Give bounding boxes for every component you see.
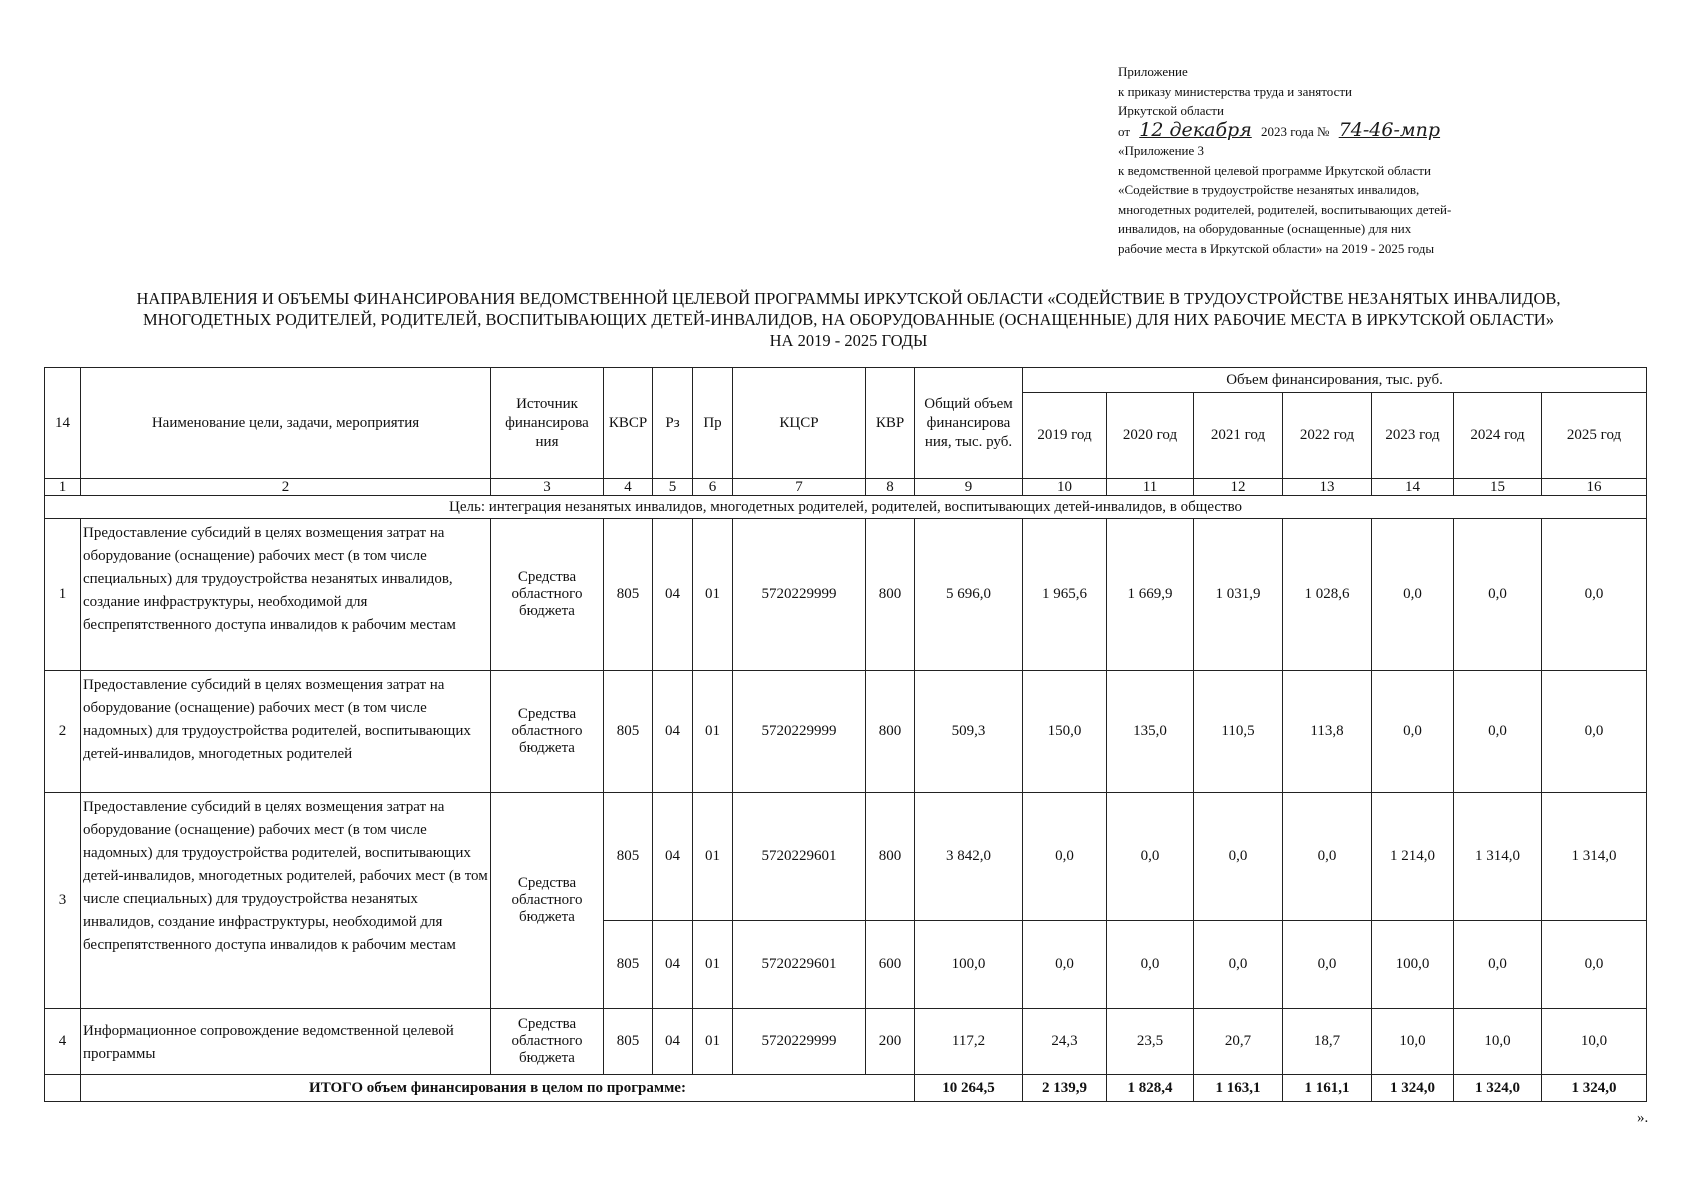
column-number: 12	[1194, 479, 1283, 496]
total-year-value: 2 139,9	[1023, 1075, 1107, 1102]
column-number: 2	[81, 479, 491, 496]
row-year-value: 18,7	[1283, 1009, 1372, 1075]
total-label: ИТОГО объем финансирования в целом по программе:	[81, 1075, 915, 1102]
column-number: 6	[693, 479, 733, 496]
header-num: 14	[45, 368, 81, 479]
header-year: 2023 год	[1372, 393, 1454, 479]
header-source: Источник финансирова ния	[491, 368, 604, 479]
document-title	[10, 288, 1687, 351]
column-numbers-row	[45, 479, 1647, 496]
column-number: 10	[1023, 479, 1107, 496]
row-kcsr: 5720229999	[733, 1009, 866, 1075]
total-empty-cell	[45, 1075, 81, 1102]
row-kcsr: 5720229999	[733, 671, 866, 793]
row-year-value: 0,0	[1194, 793, 1283, 921]
row-year-value: 1 314,0	[1454, 793, 1542, 921]
column-number: 9	[915, 479, 1023, 496]
column-number: 13	[1283, 479, 1372, 496]
appendix-line: рабочие места в Иркутской области» на 2019 - 2025 годы	[1118, 240, 1435, 256]
row-kvr: 200	[866, 1009, 915, 1075]
column-number: 5	[653, 479, 693, 496]
row-year-value: 0,0	[1194, 921, 1283, 1009]
row-year-value: 10,0	[1372, 1009, 1454, 1075]
table-row	[45, 671, 1647, 793]
row-year-value: 0,0	[1107, 921, 1194, 1009]
row-year-value: 0,0	[1454, 671, 1542, 793]
row-year-value: 0,0	[1454, 921, 1542, 1009]
total-sum: 10 264,5	[915, 1075, 1023, 1102]
row-total: 100,0	[915, 921, 1023, 1009]
row-rz: 04	[653, 671, 693, 793]
row-name: Предоставление субсидий в целях возмещения затрат на оборудование (оснащение) рабочих мест (в том числе надомных) для трудоустройства родителей, воспитывающих детей-инвалидов, многодетных родителей	[81, 671, 491, 793]
row-year-value: 113,8	[1283, 671, 1372, 793]
row-year-value: 0,0	[1283, 793, 1372, 921]
handwritten-order-number: 74-46-мпр	[1338, 118, 1441, 141]
total-year-value: 1 324,0	[1542, 1075, 1647, 1102]
row-source: Средства областного бюджета	[491, 519, 604, 671]
row-rz: 04	[653, 519, 693, 671]
header-year: 2019 год	[1023, 393, 1107, 479]
row-kvr: 800	[866, 793, 915, 921]
row-name: Предоставление субсидий в целях возмещения затрат на оборудование (оснащение) рабочих мест (в том числе надомных) для трудоустройства родителей, воспитывающих детей-инвалидов, многодетных родителей, рабочих мест (в том числе специальных) для трудоустройства незанятых инвалидов, создание инфраструктуры, необходимой для беспрепятственного доступа инвалидов к рабочим местам	[81, 793, 491, 1009]
column-number: 1	[45, 479, 81, 496]
column-number: 14	[1372, 479, 1454, 496]
row-year-value: 0,0	[1023, 921, 1107, 1009]
header-kcsr: КЦСР	[733, 368, 866, 479]
row-kvr: 600	[866, 921, 915, 1009]
header-total: Общий объем финансирова ния, тыс. руб.	[915, 368, 1023, 479]
row-year-value: 10,0	[1542, 1009, 1647, 1075]
row-year-value: 135,0	[1107, 671, 1194, 793]
row-total: 5 696,0	[915, 519, 1023, 671]
appendix-line: Приложение	[1118, 64, 1188, 79]
title-line: НАПРАВЛЕНИЯ И ОБЪЕМЫ ФИНАНСИРОВАНИЯ ВЕДОМСТВЕННОЙ ЦЕЛЕВОЙ ПРОГРАММЫ ИРКУТСКОЙ ОБЛАСТИ «СОДЕЙСТВИЕ В ТРУДОУСТРОЙСТВЕ НЕЗАНЯТЫХ ИНВАЛИДОВ,	[136, 289, 1561, 308]
header-year: 2020 год	[1107, 393, 1194, 479]
row-pr: 01	[693, 519, 733, 671]
title-line: МНОГОДЕТНЫХ РОДИТЕЛЕЙ, РОДИТЕЛЕЙ, ВОСПИТЫВАЮЩИХ ДЕТЕЙ-ИНВАЛИДОВ, НА ОБОРУДОВАННЫЕ (ОСНАЩЕННЫЕ) ДЛЯ НИХ РАБОЧИЕ МЕСТА В ИРКУТСКОЙ ОБЛАСТИ»	[143, 310, 1554, 329]
financing-table	[44, 367, 1647, 1102]
row-pr: 01	[693, 793, 733, 921]
title-line: НА 2019 - 2025 ГОДЫ	[769, 331, 928, 350]
row-year-value: 150,0	[1023, 671, 1107, 793]
total-year-value: 1 324,0	[1454, 1075, 1542, 1102]
row-kvsr: 805	[604, 793, 653, 921]
row-year-value: 100,0	[1372, 921, 1454, 1009]
row-kvsr: 805	[604, 921, 653, 1009]
row-number: 1	[45, 519, 81, 671]
row-total: 509,3	[915, 671, 1023, 793]
row-year-value: 1 028,6	[1283, 519, 1372, 671]
total-year-value: 1 828,4	[1107, 1075, 1194, 1102]
header-row	[45, 368, 1647, 393]
appendix-line: «Содействие в трудоустройстве незанятых инвалидов,	[1118, 182, 1420, 197]
row-year-value: 0,0	[1107, 793, 1194, 921]
appendix-line: Иркутской области	[1118, 103, 1224, 118]
header-kvr: КВР	[866, 368, 915, 479]
column-number: 7	[733, 479, 866, 496]
row-rz: 04	[653, 921, 693, 1009]
row-kvsr: 805	[604, 519, 653, 671]
appendix-line: «Приложение 3	[1118, 143, 1205, 158]
total-year-value: 1 324,0	[1372, 1075, 1454, 1102]
table-row	[45, 1009, 1647, 1075]
row-kvr: 800	[866, 519, 915, 671]
row-number: 3	[45, 793, 81, 1009]
table-row	[45, 793, 1647, 921]
row-kvr: 800	[866, 671, 915, 793]
row-year-value: 1 314,0	[1542, 793, 1647, 921]
row-source: Средства областного бюджета	[491, 671, 604, 793]
handwritten-date: 12 декабря	[1139, 118, 1252, 141]
row-year-value: 24,3	[1023, 1009, 1107, 1075]
row-year-value: 0,0	[1542, 519, 1647, 671]
row-year-value: 1 031,9	[1194, 519, 1283, 671]
row-kvsr: 805	[604, 1009, 653, 1075]
row-year-value: 110,5	[1194, 671, 1283, 793]
total-year-value: 1 161,1	[1283, 1075, 1372, 1102]
row-kvsr: 805	[604, 671, 653, 793]
goal-text: Цель: интеграция незанятых инвалидов, многодетных родителей, родителей, воспитывающих детей-инвалидов, в общество	[45, 496, 1647, 519]
row-source: Средства областного бюджета	[491, 793, 604, 1009]
appendix-block	[1118, 62, 1638, 258]
row-year-value: 23,5	[1107, 1009, 1194, 1075]
header-kvsr: КВСР	[604, 368, 653, 479]
row-name: Предоставление субсидий в целях возмещения затрат на оборудование (оснащение) рабочих мест (в том числе специальных) для трудоустройства незанятых инвалидов, создание инфраструктуры, необходимой для беспрепятственного доступа инвалидов к рабочим местам	[81, 519, 491, 671]
table-row	[45, 519, 1647, 671]
appendix-line: к приказу министерства труда и занятости	[1118, 83, 1353, 99]
column-number: 8	[866, 479, 915, 496]
row-total: 3 842,0	[915, 793, 1023, 921]
row-year-value: 0,0	[1283, 921, 1372, 1009]
header-year: 2021 год	[1194, 393, 1283, 479]
row-year-value: 0,0	[1023, 793, 1107, 921]
row-total: 117,2	[915, 1009, 1023, 1075]
appendix-line: инвалидов, на оборудованные (оснащенные) для них	[1118, 221, 1412, 236]
header-volume: Объем финансирования, тыс. руб.	[1023, 368, 1647, 393]
row-kcsr: 5720229601	[733, 921, 866, 1009]
row-year-value: 0,0	[1454, 519, 1542, 671]
header-name: Наименование цели, задачи, мероприятия	[81, 368, 491, 479]
header-year: 2022 год	[1283, 393, 1372, 479]
row-kcsr: 5720229601	[733, 793, 866, 921]
row-number: 2	[45, 671, 81, 793]
row-year-value: 0,0	[1542, 671, 1647, 793]
row-kcsr: 5720229999	[733, 519, 866, 671]
header-year: 2024 год	[1454, 393, 1542, 479]
row-year-value: 1 965,6	[1023, 519, 1107, 671]
row-pr: 01	[693, 921, 733, 1009]
year-text: 2023 года №	[1261, 123, 1330, 139]
appendix-line: к ведомственной целевой программе Иркутской области	[1118, 162, 1431, 178]
row-rz: 04	[653, 1009, 693, 1075]
row-name: Информационное сопровождение ведомственной целевой программы	[81, 1009, 491, 1075]
total-row	[45, 1075, 1647, 1102]
header-rz: Рз	[653, 368, 693, 479]
row-year-value: 1 214,0	[1372, 793, 1454, 921]
appendix-date-line	[1118, 118, 1638, 142]
row-number: 4	[45, 1009, 81, 1075]
row-year-value: 0,0	[1542, 921, 1647, 1009]
column-number: 4	[604, 479, 653, 496]
date-prefix: от	[1118, 123, 1131, 139]
header-pr: Пр	[693, 368, 733, 479]
column-number: 3	[491, 479, 604, 496]
row-year-value: 10,0	[1454, 1009, 1542, 1075]
total-year-value: 1 163,1	[1194, 1075, 1283, 1102]
goal-row	[45, 496, 1647, 519]
row-year-value: 20,7	[1194, 1009, 1283, 1075]
header-year: 2025 год	[1542, 393, 1647, 479]
row-year-value: 0,0	[1372, 671, 1454, 793]
row-year-value: 1 669,9	[1107, 519, 1194, 671]
column-number: 16	[1542, 479, 1647, 496]
appendix-line: многодетных родителей, родителей, воспитывающих детей-	[1118, 201, 1452, 217]
closing-quote-mark: ».	[1637, 1110, 1649, 1126]
row-pr: 01	[693, 671, 733, 793]
row-year-value: 0,0	[1372, 519, 1454, 671]
row-source: Средства областного бюджета	[491, 1009, 604, 1075]
column-number: 15	[1454, 479, 1542, 496]
row-rz: 04	[653, 793, 693, 921]
column-number: 11	[1107, 479, 1194, 496]
row-pr: 01	[693, 1009, 733, 1075]
